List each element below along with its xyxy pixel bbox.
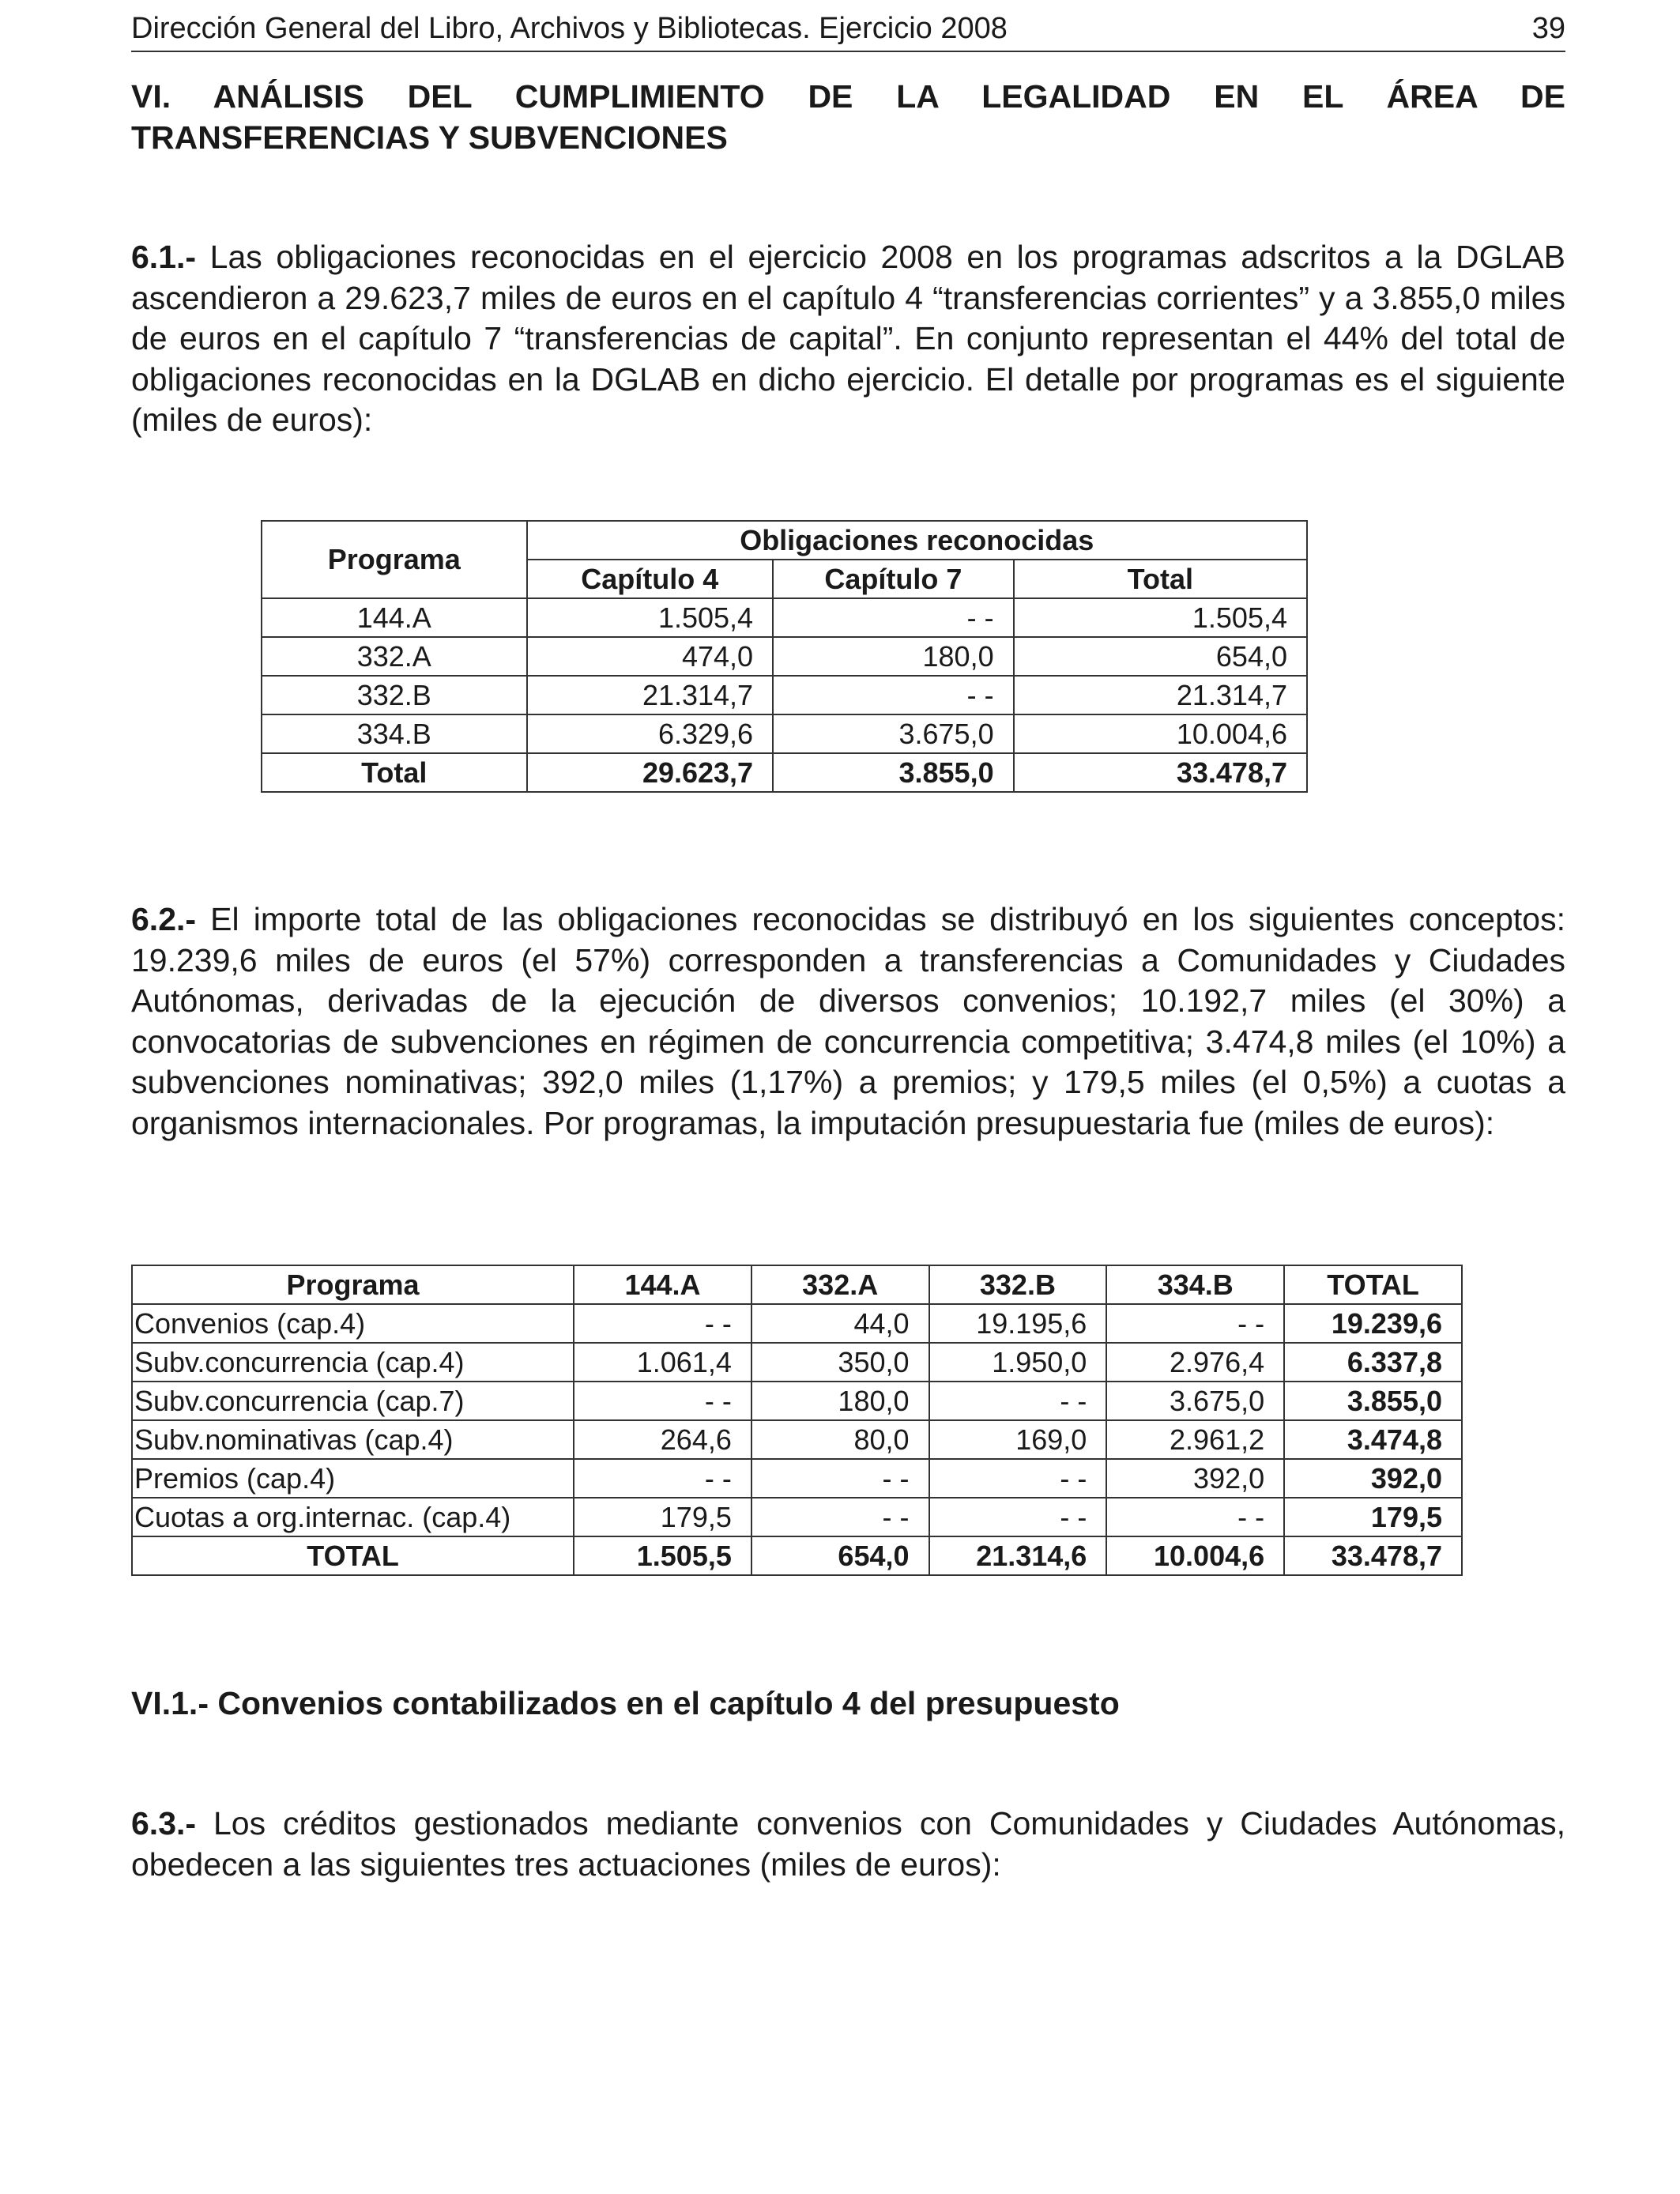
cell-programa: 144.A bbox=[262, 598, 527, 637]
table-total-row bbox=[262, 753, 1307, 792]
cell-total: 10.004,6 bbox=[1014, 714, 1307, 753]
col-header: TOTAL bbox=[1284, 1265, 1462, 1304]
cell-label: Subv.concurrencia (cap.7) bbox=[132, 1382, 574, 1420]
cell-label: TOTAL bbox=[132, 1536, 574, 1575]
cell-value: 2.976,4 bbox=[1106, 1343, 1284, 1382]
table-row bbox=[262, 714, 1307, 753]
table-row bbox=[132, 1382, 1462, 1420]
cell-value: - - bbox=[1106, 1498, 1284, 1536]
paragraph-number: 6.3.- bbox=[131, 1805, 197, 1842]
cell-value: 44,0 bbox=[751, 1304, 929, 1343]
cell-value: - - bbox=[929, 1498, 1107, 1536]
cell-total: 3.474,8 bbox=[1284, 1420, 1462, 1459]
section-title-line2: TRANSFERENCIAS Y SUBVENCIONES bbox=[131, 119, 728, 156]
cell-value: 179,5 bbox=[574, 1498, 751, 1536]
cell-total: 33.478,7 bbox=[1284, 1536, 1462, 1575]
page-number: 39 bbox=[1531, 11, 1565, 45]
table-row bbox=[262, 676, 1307, 714]
col-header: 332.A bbox=[751, 1265, 929, 1304]
header-title: Dirección General del Libro, Archivos y Bibliotecas. Ejercicio 2008 bbox=[131, 11, 1008, 45]
col-header-cap4: Capítulo 4 bbox=[527, 560, 774, 598]
table-total-row bbox=[132, 1536, 1462, 1575]
cell-label: Cuotas a org.internac. (cap.4) bbox=[132, 1498, 574, 1536]
table-row bbox=[132, 1420, 1462, 1459]
cell-value: 10.004,6 bbox=[1106, 1536, 1284, 1575]
cell-programa: 332.B bbox=[262, 676, 527, 714]
cell-value: 264,6 bbox=[574, 1420, 751, 1459]
cell-cap4: 6.329,6 bbox=[527, 714, 774, 753]
paragraph-number: 6.2.- bbox=[131, 901, 197, 937]
page-header bbox=[131, 6, 1565, 52]
cell-value: 21.314,6 bbox=[929, 1536, 1107, 1575]
cell-value: 3.675,0 bbox=[1106, 1382, 1284, 1420]
col-header-cap7: Capítulo 7 bbox=[773, 560, 1014, 598]
cell-label: Subv.nominativas (cap.4) bbox=[132, 1420, 574, 1459]
cell-cap7: 3.675,0 bbox=[773, 714, 1014, 753]
cell-value: - - bbox=[574, 1304, 751, 1343]
col-header-programa: Programa bbox=[262, 521, 527, 598]
table-row bbox=[132, 1343, 1462, 1382]
cell-value: - - bbox=[751, 1498, 929, 1536]
cell-value: - - bbox=[574, 1382, 751, 1420]
cell-label: Premios (cap.4) bbox=[132, 1459, 574, 1498]
cell-total: 654,0 bbox=[1014, 637, 1307, 676]
table-row bbox=[132, 1498, 1462, 1536]
cell-value: 169,0 bbox=[929, 1420, 1107, 1459]
cell-value: - - bbox=[574, 1459, 751, 1498]
cell-label: Subv.concurrencia (cap.4) bbox=[132, 1343, 574, 1382]
col-header: 144.A bbox=[574, 1265, 751, 1304]
cell-programa: Total bbox=[262, 753, 527, 792]
group-header: Obligaciones reconocidas bbox=[527, 521, 1307, 560]
cell-cap7: 180,0 bbox=[773, 637, 1014, 676]
cell-total: 6.337,8 bbox=[1284, 1343, 1462, 1382]
cell-value: 80,0 bbox=[751, 1420, 929, 1459]
subsection-title: VI.1.- Convenios contabilizados en el capítulo 4 del presupuesto bbox=[131, 1685, 1120, 1721]
cell-value: 1.061,4 bbox=[574, 1343, 751, 1382]
cell-value: 1.950,0 bbox=[929, 1343, 1107, 1382]
table-row bbox=[132, 1304, 1462, 1343]
cell-total: 33.478,7 bbox=[1014, 753, 1307, 792]
cell-value: 1.505,5 bbox=[574, 1536, 751, 1575]
cell-value: - - bbox=[751, 1459, 929, 1498]
paragraph-number: 6.1.- bbox=[131, 239, 197, 275]
cell-label: Convenios (cap.4) bbox=[132, 1304, 574, 1343]
cell-cap7: 3.855,0 bbox=[773, 753, 1014, 792]
cell-total: 1.505,4 bbox=[1014, 598, 1307, 637]
cell-value: - - bbox=[929, 1382, 1107, 1420]
concepts-table bbox=[131, 1265, 1463, 1576]
paragraph-6-2 bbox=[131, 899, 1565, 1144]
cell-total: 179,5 bbox=[1284, 1498, 1462, 1536]
cell-programa: 334.B bbox=[262, 714, 527, 753]
cell-cap4: 21.314,7 bbox=[527, 676, 774, 714]
cell-value: 19.195,6 bbox=[929, 1304, 1107, 1343]
cell-cap7: - - bbox=[773, 676, 1014, 714]
col-header: 332.B bbox=[929, 1265, 1107, 1304]
cell-value: 392,0 bbox=[1106, 1459, 1284, 1498]
obligations-table bbox=[261, 520, 1308, 793]
cell-total: 21.314,7 bbox=[1014, 676, 1307, 714]
table-row bbox=[132, 1459, 1462, 1498]
cell-total: 392,0 bbox=[1284, 1459, 1462, 1498]
cell-value: 654,0 bbox=[751, 1536, 929, 1575]
col-header: Programa bbox=[132, 1265, 574, 1304]
cell-cap7: - - bbox=[773, 598, 1014, 637]
paragraph-text: El importe total de las obligaciones reconocidas se distribuyó en los siguientes conceptos: 19.239,6 miles de euros (el 57%) corresponden a transferencias a Comunidades y Ciudades Autónomas, derivadas de la ejecución de diversos convenios; 10.192,7 miles (el 30%) a convocatorias de subvenciones en régimen de concurrencia competitiva; 3.474,8 miles (el 10%) a subvenciones nominativas; 392,0 miles (1,17%) a premios; y 179,5 miles (el 0,5%) a cuotas a organismos internacionales. Por programas, la imputación presupuestaria fue (miles de euros): bbox=[131, 901, 1565, 1141]
col-header-total: Total bbox=[1014, 560, 1307, 598]
cell-total: 3.855,0 bbox=[1284, 1382, 1462, 1420]
cell-value: 180,0 bbox=[751, 1382, 929, 1420]
col-header: 334.B bbox=[1106, 1265, 1284, 1304]
cell-value: 2.961,2 bbox=[1106, 1420, 1284, 1459]
paragraph-6-1 bbox=[131, 237, 1565, 441]
cell-cap4: 29.623,7 bbox=[527, 753, 774, 792]
paragraph-text: Los créditos gestionados mediante convenios con Comunidades y Ciudades Autónomas, obedecen a las siguientes tres actuaciones (miles de euros): bbox=[131, 1805, 1565, 1883]
cell-programa: 332.A bbox=[262, 637, 527, 676]
table-row bbox=[262, 598, 1307, 637]
cell-value: - - bbox=[1106, 1304, 1284, 1343]
cell-value: - - bbox=[929, 1459, 1107, 1498]
cell-total: 19.239,6 bbox=[1284, 1304, 1462, 1343]
table-row bbox=[262, 637, 1307, 676]
cell-value: 350,0 bbox=[751, 1343, 929, 1382]
cell-cap4: 474,0 bbox=[527, 637, 774, 676]
paragraph-text: Las obligaciones reconocidas en el ejercicio 2008 en los programas adscritos a la DGLAB ascendieron a 29.623,7 miles de euros en el capítulo 4 “transferencias corrientes” y a 3.855,0 miles de euros en el capítulo 7 “transferencias de capital”. En conjunto representan el 44% del total de obligaciones reconocidas en la DGLAB en dicho ejercicio. El detalle por programas es el siguiente (miles de euros): bbox=[131, 239, 1565, 438]
cell-cap4: 1.505,4 bbox=[527, 598, 774, 637]
section-title: VI. ANÁLISIS DEL CUMPLIMIENTO DE LA LEGALIDAD EN EL ÁREA DE bbox=[131, 78, 1565, 115]
paragraph-6-3 bbox=[131, 1804, 1565, 1885]
